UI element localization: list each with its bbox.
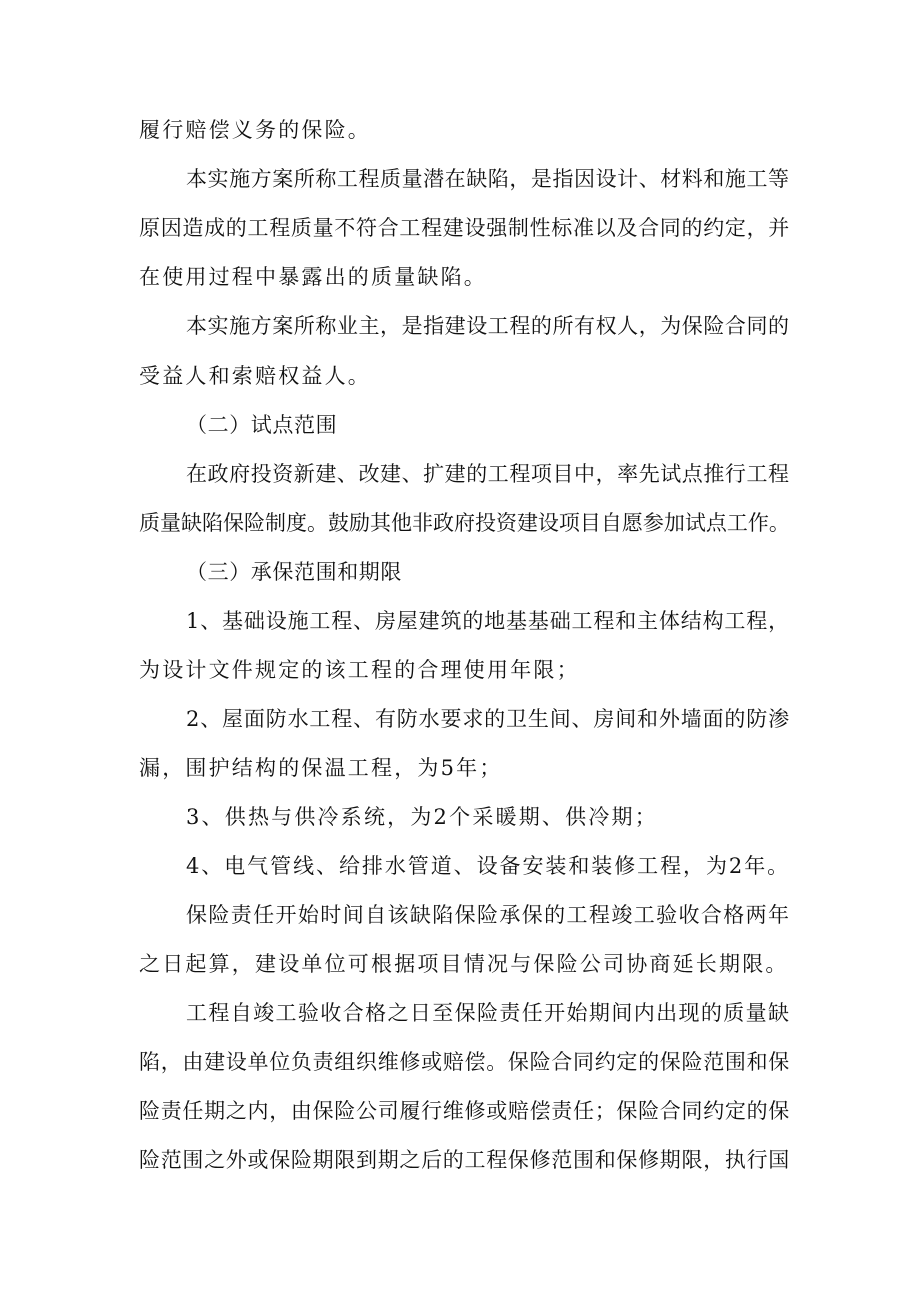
paragraph-line: 原因造成的工程质量不符合工程建设强制性标准以及合同的约定，并	[139, 216, 790, 240]
list-item: 3、供热与供冷系统，为2个采暖期、供冷期；	[186, 805, 658, 829]
paragraph-line: 险责任期之内，由保险公司履行维修或赔偿责任；保险合同约定的保	[139, 1099, 790, 1123]
paragraph-line: 保险责任开始时间自该缺陷保险承保的工程竣工验收合格两年	[186, 903, 791, 927]
paragraph-line: 在使用过程中暴露出的质量缺陷。	[139, 265, 487, 289]
list-item-continued: 漏，围护结构的保温工程，为5年；	[139, 756, 503, 780]
paragraph-line: 本实施方案所称工程质量潜在缺陷，是指因设计、材料和施工等	[186, 167, 790, 191]
paragraph-line: 履行赔偿义务的保险。	[139, 118, 371, 142]
paragraph-line: 本实施方案所称业主，是指建设工程的所有权人，为保险合同的	[186, 314, 790, 338]
paragraph-line: 受益人和索赔权益人。	[139, 364, 371, 388]
list-item: 1、基础设施工程、房屋建筑的地基基础工程和主体结构工程，	[186, 609, 790, 633]
paragraph-line: 陷，由建设单位负责组织维修或赔偿。保险合同约定的保险范围和保	[139, 1050, 790, 1074]
list-item: 4、电气管线、给排水管道、设备安装和装修工程，为2年。	[186, 854, 791, 878]
paragraph-line: 工程自竣工验收合格之日至保险责任开始期间内出现的质量缺	[186, 1001, 791, 1025]
section-heading: （二）试点范围	[186, 413, 338, 437]
paragraph-line: 质量缺陷保险制度。鼓励其他非政府投资建设项目自愿参加试点工作。	[139, 511, 790, 535]
paragraph-line: 在政府投资新建、改建、扩建的工程项目中，率先试点推行工程	[186, 462, 790, 486]
list-item: 2、屋面防水工程、有防水要求的卫生间、房间和外墙面的防渗	[186, 707, 790, 731]
list-item-continued: 为设计文件规定的该工程的合理使用年限；	[139, 658, 580, 682]
paragraph-line: 之日起算，建设单位可根据项目情况与保险公司协商延长期限。	[139, 952, 789, 976]
section-heading: （三）承保范围和期限	[186, 560, 402, 584]
paragraph-line: 险范围之外或保险期限到期之后的工程保修范围和保修期限，执行国	[139, 1148, 790, 1172]
